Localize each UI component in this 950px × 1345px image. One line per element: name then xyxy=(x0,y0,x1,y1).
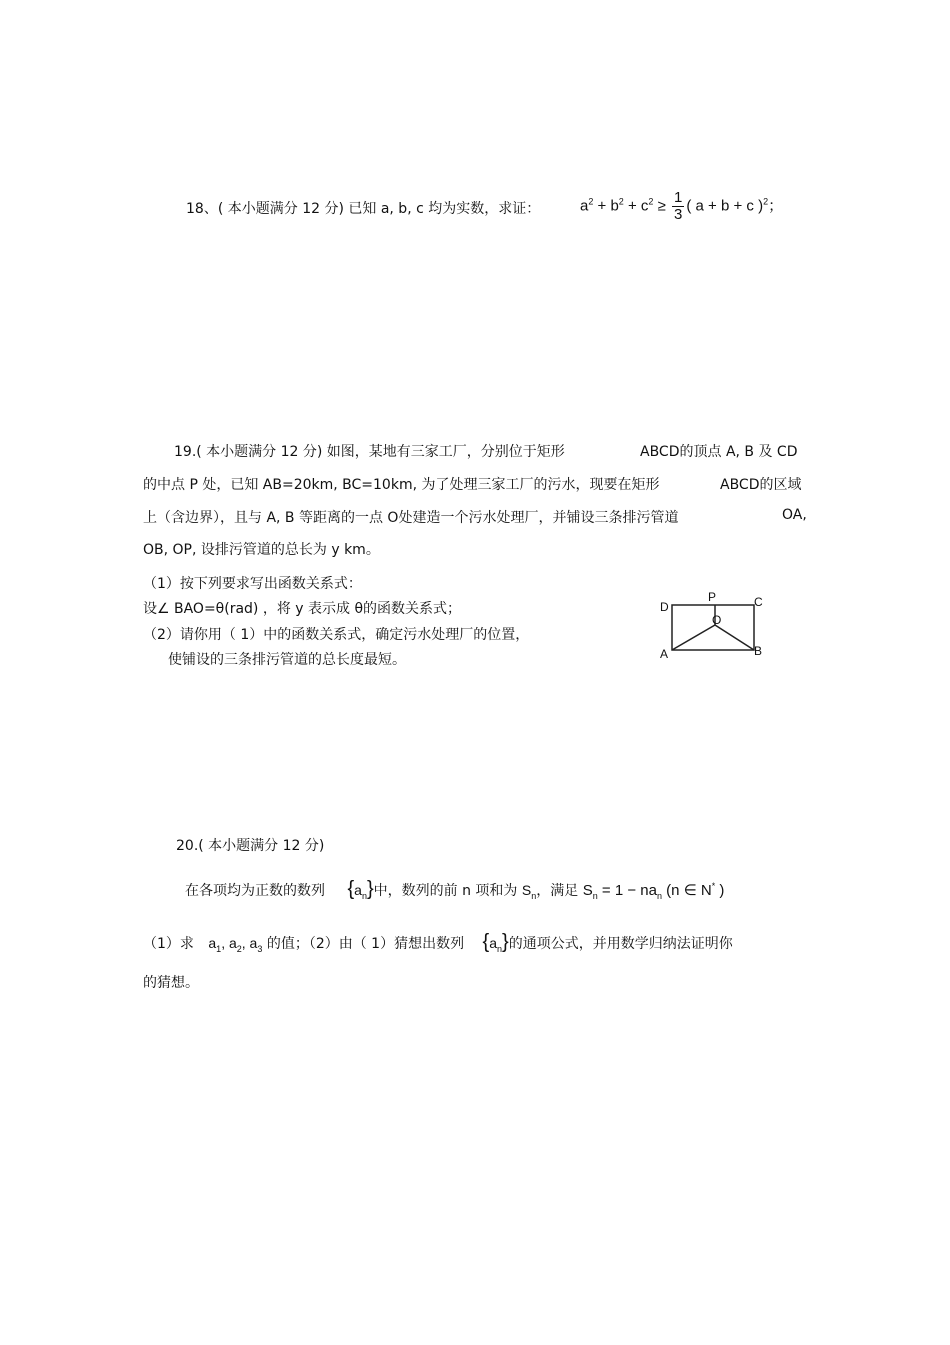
q19-sub2-body: 使铺设的三条排污管道的总长度最短。 xyxy=(168,652,406,668)
q19-sub1-title: （1）按下列要求写出函数关系式： xyxy=(143,576,362,592)
q20-title: 20.( 本小题满分 12 分) xyxy=(176,838,325,854)
q18-intro: 已知 a, b, c 均为实数，求证： xyxy=(348,201,541,217)
label-o: O xyxy=(712,613,722,627)
terms-a1-a2-a3: $a_1$, $a_2$, $a_3$ xyxy=(208,935,263,954)
q20-line2: （1）求 $a_1$, $a_2$, $a_3$ 的值；（2）由（ 1）猜想出数列 $\{a_n\}$的通项公式，并用数学归纳法证明你 xyxy=(143,931,733,954)
q18-line xyxy=(186,198,540,218)
sequence-an-2: $\{a_n\}$ xyxy=(482,931,509,954)
sequence-an: $\{a_n\}$ xyxy=(347,878,374,901)
q18-points: ( 本小题满分 12 分) xyxy=(217,201,344,217)
label-d: D xyxy=(660,600,669,614)
q18-number: 18、 xyxy=(186,201,218,217)
label-b: B xyxy=(754,644,763,658)
q19-line1: 19.( 本小题满分 12 分) 如图，某地有三家工厂，分别位于矩形 xyxy=(174,444,565,460)
label-c: C xyxy=(754,595,763,609)
q20-line1: 在各项均为正数的数列 $\{a_n\}$中，数列的前 n 项和为 $S_n$，满足 $S_n = 1 - na_n$ (n ∈ N* ) xyxy=(185,878,725,901)
q20-formula: $S_n = 1 - na_n$ (n ∈ N* ) xyxy=(582,881,725,901)
q19-sub1-body: 设∠ BAO=θ(rad) ，将 y 表示成 θ的函数关系式； xyxy=(143,601,462,617)
q19-sub2-title: （2）请你用（ 1）中的函数关系式，确定污水处理厂的位置， xyxy=(143,627,530,643)
label-a: A xyxy=(660,647,669,661)
q19-line4: OB, OP, 设排污管道的总长为 y km。 xyxy=(143,542,380,558)
q18-formula: $a^2 + b^2 + c^2$ ≥ $\frac{1}{3}$ ( a + b + c )$^2$； xyxy=(580,189,784,223)
q19-line1-end: ABCD的顶点 A, B 及 CD xyxy=(640,444,798,460)
line-ob xyxy=(715,625,754,650)
q19-line2: 的中点 P 处，已知 AB=20km, BC=10km, 为了处理三家工厂的污水，现要在矩形 xyxy=(143,477,660,493)
q20-line3: 的猜想。 xyxy=(143,975,199,991)
q19-line3: 上（含边界），且与 A, B 等距离的一点 O处建造一个污水处理厂，并铺设三条排污管道 xyxy=(143,510,679,526)
q19-line2-end: ABCD的区域 xyxy=(720,477,802,493)
rectangle-figure xyxy=(650,585,780,665)
q19-line3-end: OA, xyxy=(782,507,807,523)
line-oa xyxy=(672,625,715,650)
sum-sn: $S_n$ xyxy=(521,882,537,901)
fraction-one-third: $\frac{1}{3}$ xyxy=(674,189,683,223)
label-p: P xyxy=(708,590,717,604)
